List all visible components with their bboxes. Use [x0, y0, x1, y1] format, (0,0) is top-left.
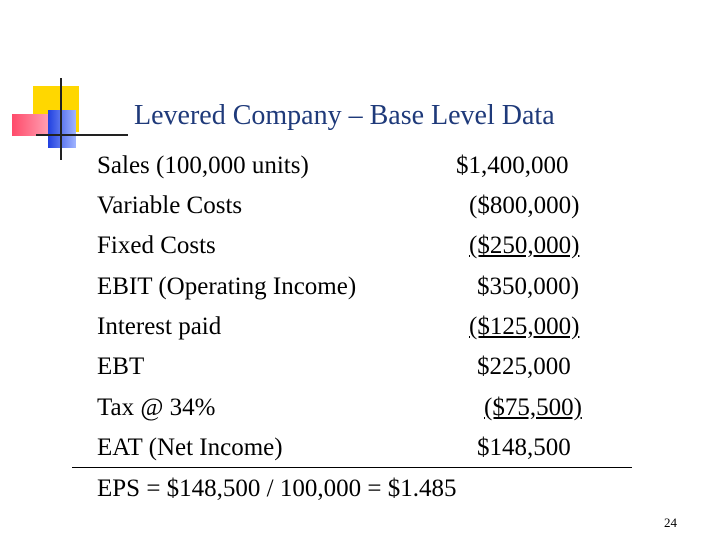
logo-vertical-line — [60, 78, 62, 160]
row-label-fixed-costs: Fixed Costs — [97, 232, 216, 259]
row-label-interest: Interest paid — [97, 313, 222, 340]
logo-horizontal-line — [36, 134, 128, 136]
row-label-ebit: EBIT (Operating Income) — [97, 273, 357, 300]
row-value-ebit: $350,000) — [477, 273, 580, 300]
page-number: 24 — [664, 515, 677, 530]
row-label-tax: Tax @ 34% — [97, 394, 216, 421]
row-label-eat: EAT (Net Income) — [97, 434, 283, 461]
row-value-fixed-costs: ($250,000) — [469, 232, 580, 259]
row-label-ebt: EBT — [97, 353, 145, 380]
eps-line: EPS = $148,500 / 100,000 = $1.485 — [97, 475, 457, 502]
row-value-eat: $148,500 — [477, 434, 571, 461]
row-value-variable-costs: ($800,000) — [469, 192, 580, 219]
row-value-sales: $1,400,000 — [456, 152, 569, 179]
slide-title: Levered Company – Base Level Data — [134, 100, 555, 131]
row-label-variable-costs: Variable Costs — [97, 192, 243, 219]
row-value-interest: ($125,000) — [469, 313, 580, 340]
divider-line — [72, 467, 632, 468]
row-value-ebt: $225,000 — [477, 353, 571, 380]
row-value-tax: ($75,500) — [484, 394, 582, 421]
row-label-sales: Sales (100,000 units) — [97, 152, 309, 179]
logo-blue-square — [48, 110, 76, 148]
